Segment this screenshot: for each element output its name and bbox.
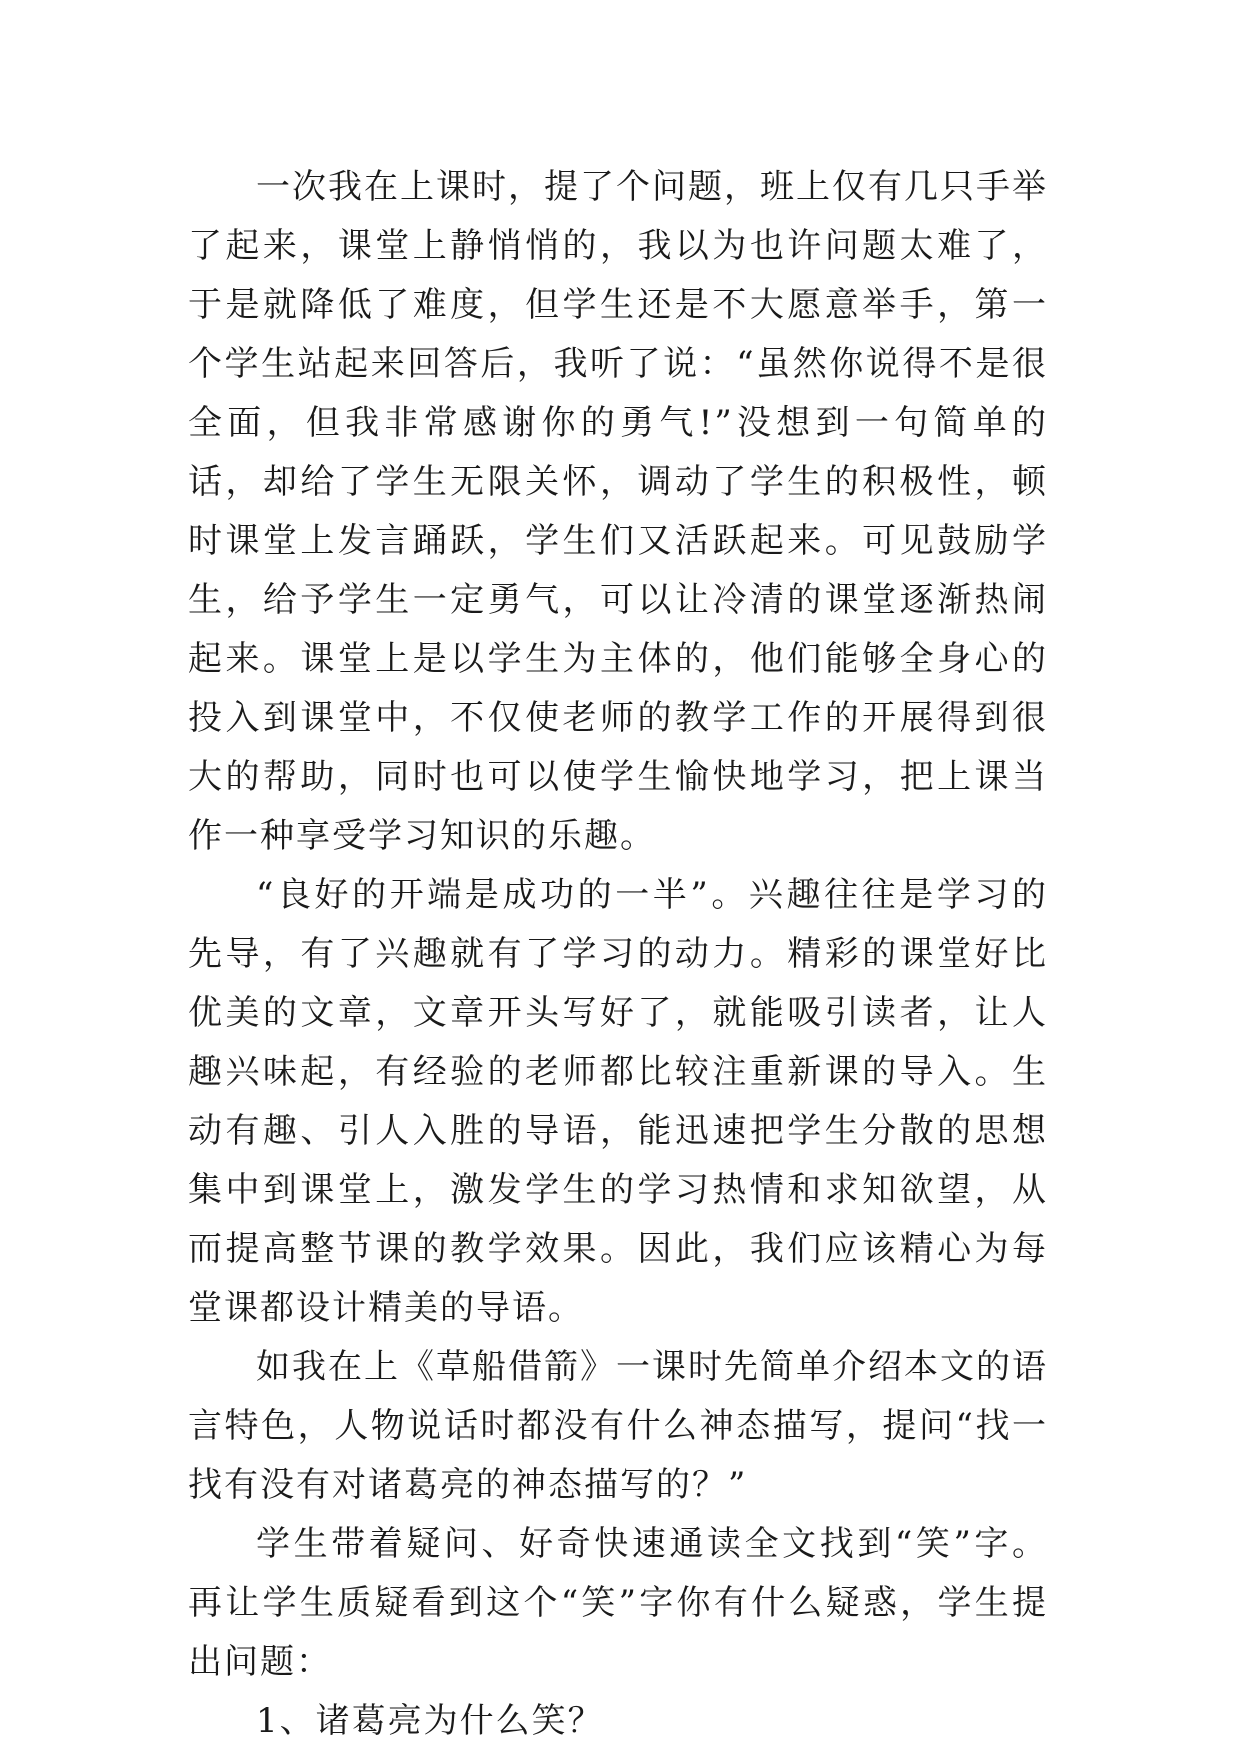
paragraph-encouragement: 一次我在上课时，提了个问题，班上仅有几只手举了起来，课堂上静悄悄的，我以为也许问题太难了，于是就降低了难度，但学生还是不大愿意举手，第一个学生站起来回答后，我听了说：“虽然你说得不是很全面，但我非常感谢你的勇气!”没想到一句简单的话，却给了学生无限关怀，调动了学生的积极性，顿时课堂上发言踊跃，学生们又活跃起来。可见鼓励学生，给予学生一定勇气，可以让冷清的课堂逐渐热闹起来。课堂上是以学生为主体的，他们能够全身心的投入到课堂中，不仅使老师的教学工作的开展得到很大的帮助，同时也可以使学生愉快地学习，把上课当作一种享受学习知识的乐趣。 <box>188 167 1048 856</box>
paragraph-question-1: 1、诸葛亮为什么笑？ <box>256 1701 604 1741</box>
paragraph-student-questions: 学生带着疑问、好奇快速通读全文找到“笑”字。再让学生质疑看到这个“笑”字你有什么疑惑，学生提出问题： <box>188 1524 1048 1682</box>
paragraph-good-start: “良好的开端是成功的一半”。兴趣往往是学习的先导，有了兴趣就有了学习的动力。精彩的课堂好比优美的文章，文章开头写好了，就能吸引读者，让人趣兴味起，有经验的老师都比较注重新课的导入。生动有趣、引人入胜的导语，能迅速把学生分散的思想集中到课堂上，激发学生的学习热情和求知欲望，从而提高整节课的教学效果。因此，我们应该精心为每堂课都设计精美的导语。 <box>188 875 1048 1328</box>
paragraph-example-lesson: 如我在上《草船借箭》一课时先简单介绍本文的语言特色，人物说话时都没有什么神态描写，提问“找一找有没有对诸葛亮的神态描写的？” <box>188 1347 1048 1505</box>
document-body <box>188 158 1048 1751</box>
